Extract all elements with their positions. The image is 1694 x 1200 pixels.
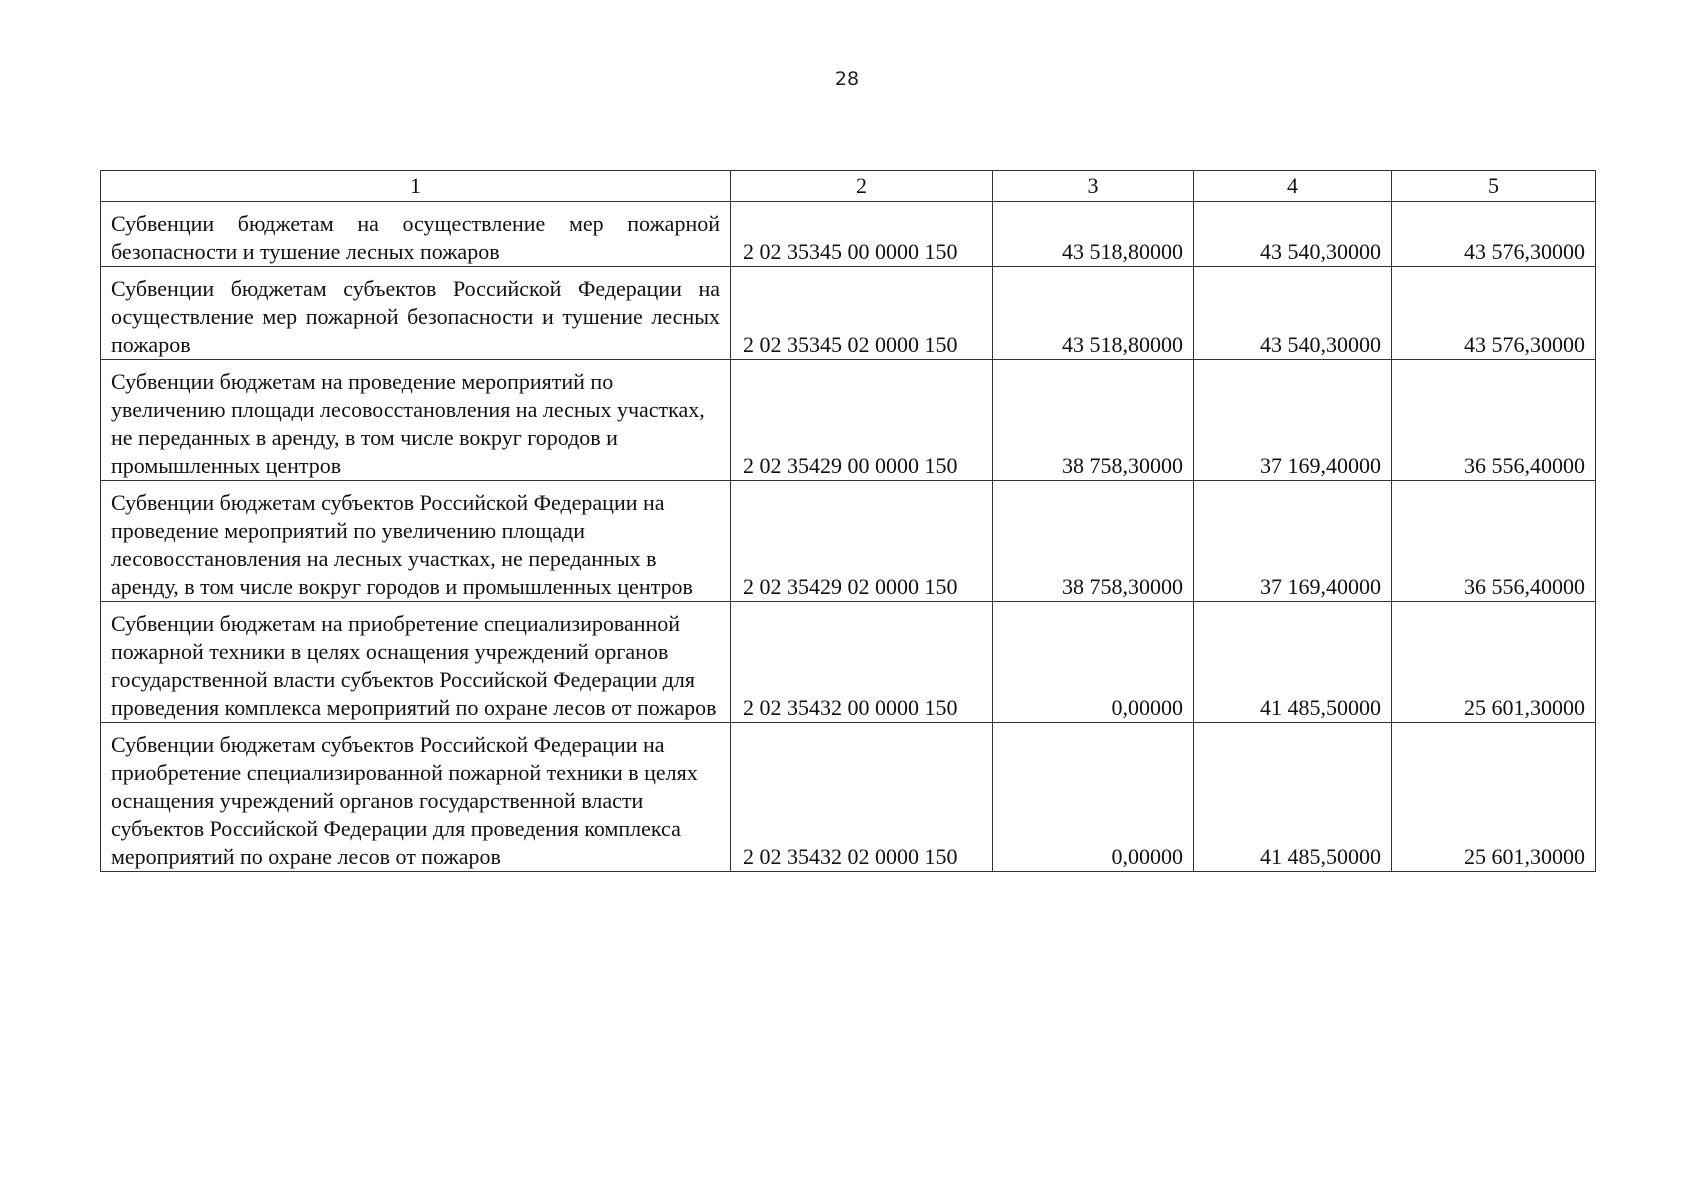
row-value-col5: 43 576,30000 (1392, 267, 1596, 360)
column-header: 4 (1194, 171, 1392, 202)
row-value-col4: 43 540,30000 (1194, 267, 1392, 360)
row-code: 2 02 35432 02 0000 150 (731, 723, 993, 872)
table-row (101, 481, 1596, 602)
row-description: Субвенции бюджетам на проведение мероприятий по увеличению площади лесовосстановления на лесных участках, не переданных в аренду, в том числе вокруг городов и промышленных центров (101, 360, 731, 481)
budget-table (100, 170, 1596, 872)
row-description: Субвенции бюджетам субъектов Российской Федерации на осуществление мер пожарной безопасности и тушение лесных пожаров (101, 267, 731, 360)
row-description: Субвенции бюджетам на осуществление мер пожарной безопасности и тушение лесных пожаров (101, 202, 731, 267)
table-row (101, 723, 1596, 872)
row-value-col4: 37 169,40000 (1194, 481, 1392, 602)
row-code: 2 02 35429 02 0000 150 (731, 481, 993, 602)
table-row (101, 602, 1596, 723)
row-value-col3: 0,00000 (993, 602, 1194, 723)
table-row (101, 202, 1596, 267)
row-code: 2 02 35432 00 0000 150 (731, 602, 993, 723)
column-header: 1 (101, 171, 731, 202)
table-row (101, 267, 1596, 360)
row-value-col3: 38 758,30000 (993, 481, 1194, 602)
table-row (101, 360, 1596, 481)
column-header: 5 (1392, 171, 1596, 202)
row-value-col4: 43 540,30000 (1194, 202, 1392, 267)
row-value-col4: 41 485,50000 (1194, 602, 1392, 723)
budget-table-container (100, 170, 1595, 872)
table-header-row (101, 171, 1596, 202)
row-description: Субвенции бюджетам на приобретение специализированной пожарной техники в целях оснащения учреждений органов государственной власти субъектов Российской Федерации для проведения комплекса мероприятий по охране лесов от пожаров (101, 602, 731, 723)
row-value-col3: 43 518,80000 (993, 202, 1194, 267)
row-value-col4: 37 169,40000 (1194, 360, 1392, 481)
page-number: 28 (834, 68, 860, 90)
row-value-col3: 0,00000 (993, 723, 1194, 872)
row-value-col5: 36 556,40000 (1392, 481, 1596, 602)
row-value-col5: 25 601,30000 (1392, 723, 1596, 872)
column-header: 2 (731, 171, 993, 202)
row-value-col5: 36 556,40000 (1392, 360, 1596, 481)
row-value-col5: 25 601,30000 (1392, 602, 1596, 723)
row-code: 2 02 35429 00 0000 150 (731, 360, 993, 481)
row-value-col3: 43 518,80000 (993, 267, 1194, 360)
row-value-col5: 43 576,30000 (1392, 202, 1596, 267)
row-code: 2 02 35345 02 0000 150 (731, 267, 993, 360)
row-description: Субвенции бюджетам субъектов Российской Федерации на проведение мероприятий по увеличению площади лесовосстановления на лесных участках, не переданных в аренду, в том числе вокруг городов и промышленных центров (101, 481, 731, 602)
row-code: 2 02 35345 00 0000 150 (731, 202, 993, 267)
row-value-col3: 38 758,30000 (993, 360, 1194, 481)
column-header: 3 (993, 171, 1194, 202)
row-description: Субвенции бюджетам субъектов Российской Федерации на приобретение специализированной пожарной техники в целях оснащения учреждений органов государственной власти субъектов Российской Федерации для проведения комплекса мероприятий по охране лесов от пожаров (101, 723, 731, 872)
row-value-col4: 41 485,50000 (1194, 723, 1392, 872)
